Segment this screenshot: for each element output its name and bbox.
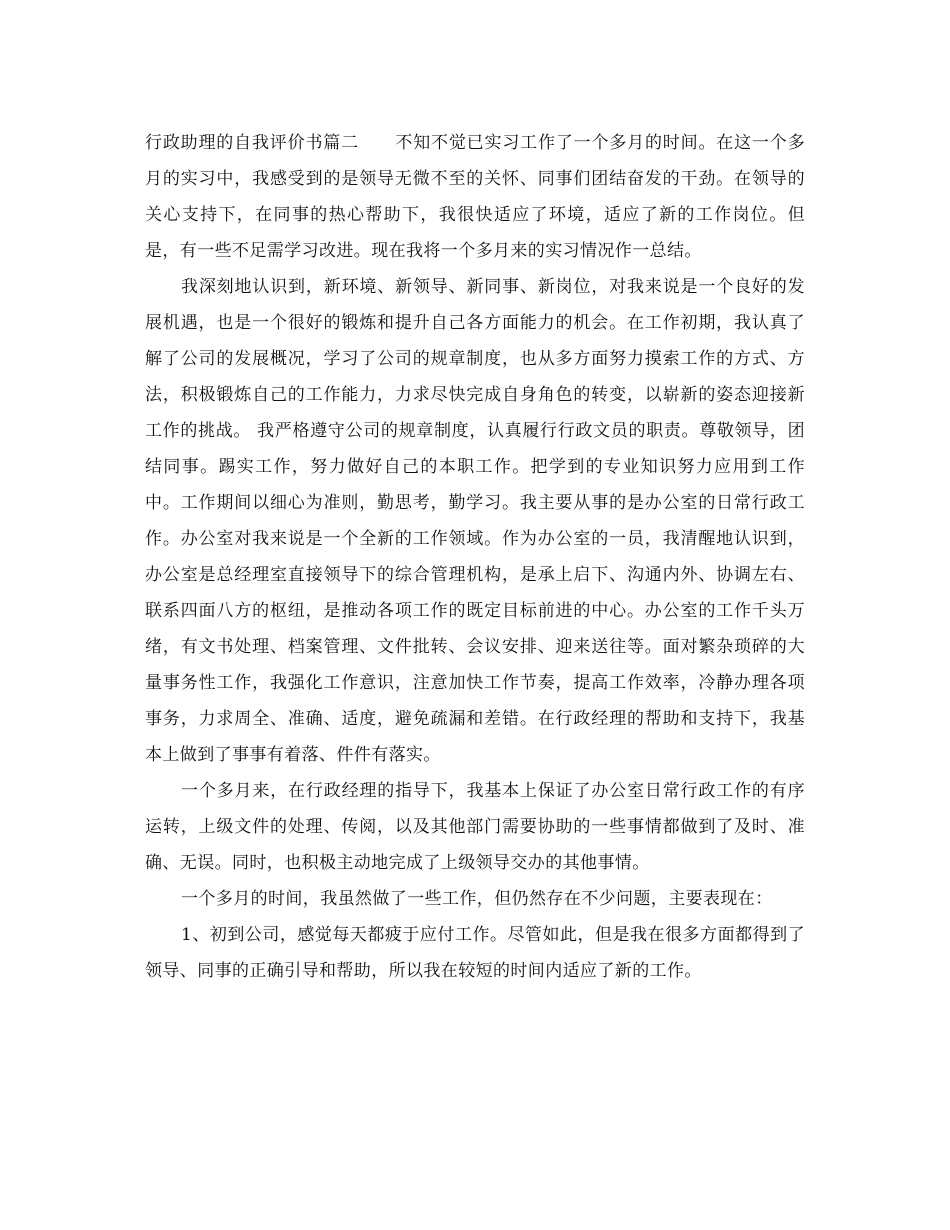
document-title: 行政助理的自我评价书篇二 <box>145 133 359 153</box>
paragraph: 一个多月的时间，我虽然做了一些工作，但仍然存在不少问题，主要表现在： <box>181 889 773 909</box>
paragraph-text: 不知不觉已实习工作了一个多月的时间。在这一个多月的实习中，我感受到的是领导无微不至的关怀、同事们团结奋发的干劲。在领导的关心支持下，在同事的热心帮助下，我很快适应了环境，适应了新的工作岗位。但是，有一些不足需学习改进。现在我将一个多月来的实习情况作一总结。 <box>145 133 805 261</box>
document-body <box>145 125 805 989</box>
paragraph-intro <box>145 125 805 269</box>
paragraph: 一个多月来，在行政经理的指导下，我基本上保证了办公室日常行政工作的有序运转，上级文件的处理、传阅，以及其他部门需要协助的一些事情都做到了及时、准确、无误。同时，也积极主动地完成了上级领导交办的其他事情。 <box>145 781 805 873</box>
paragraph: 我深刻地认识到，新环境、新领导、新同事、新岗位，对我来说是一个良好的发展机遇，也是一个很好的锻炼和提升自己各方面能力的机会。在工作初期，我认真了解了公司的发展概况，学习了公司的规章制度，也从多方面努力摸索工作的方式、方法，积极锻炼自己的工作能力，力求尽快完成自身角色的转变，以崭新的姿态迎接新工作的挑战。 我严格遵守公司的规章制度，认真履行行政文员的职责。尊敬领导，团结同事。踢实工作，努力做好自己的本职工作。把学到的专业知识努力应用到工作中。工作期间以细心为准则，勤思考，勤学习。我主要从事的是办公室的日常行政工作。办公室对我来说是一个全新的工作领域。作为办公室的一员，我清醒地认识到，办公室是总经理室直接领导下的综合管理机构，是承上启下、沟通内外、协调左右、联系四面八方的枢纽，是推动各项工作的既定目标前进的中心。办公室的工作千头万绪，有文书处理、档案管理、文件批转、会议安排、迎来送往等。面对繁杂琐碎的大量事务性工作，我强化工作意识，注意加快工作节奏，提高工作效率，冷静办理各项事务，力求周全、准确、适度，避免疏漏和差错。在行政经理的帮助和支持下，我基本上做到了事事有着落、件件有落实。 <box>145 277 805 765</box>
paragraph: 1、初到公司，感觉每天都疲于应付工作。尽管如此，但是我在很多方面都得到了领导、同事的正确引导和帮助，所以我在较短的时间内适应了新的工作。 <box>145 925 805 981</box>
